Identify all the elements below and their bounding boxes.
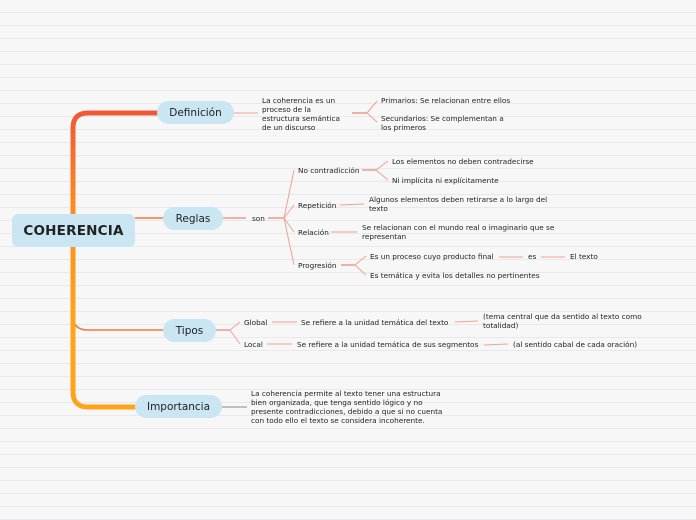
reglas-no-contradiccion[interactable]: No contradicción [298, 166, 360, 175]
local-note[interactable]: (al sentido cabal de cada oración) [513, 340, 638, 349]
branch-tipos-line [73, 316, 163, 330]
reglas-progresion[interactable]: Progresión [298, 261, 337, 270]
tipos-global[interactable]: Global [244, 318, 268, 327]
importancia-text[interactable]: La coherencia permite al texto tener una estructura bien organizada, que tenga sentido lógico y no presente contradicciones, debido a que si no cuenta con todo ello el texto se considera incoherente. [251, 389, 443, 425]
tipos-local[interactable]: Local [244, 340, 263, 349]
relacion-desc[interactable]: Se relacionan con el mundo real o imaginario que se representan [362, 223, 555, 241]
reglas-connector[interactable]: son [252, 214, 265, 223]
topic-importancia[interactable]: Importancia [135, 395, 222, 418]
topic-reglas[interactable]: Reglas [163, 207, 223, 230]
definicion-primarios[interactable]: Primarios: Se relacionan entre ellos [381, 96, 511, 105]
repeticion-desc[interactable]: Algunos elementos deben retirarse a lo largo del texto [369, 195, 548, 213]
progresion-item-2[interactable]: Es temática y evita los detalles no pertinentes [370, 271, 540, 280]
progresion-es[interactable]: es [528, 252, 537, 261]
progresion-texto[interactable]: El texto [570, 252, 598, 261]
topic-tipos[interactable]: Tipos [163, 319, 216, 342]
topic-definicion[interactable]: Definición [157, 101, 234, 124]
reglas-relacion[interactable]: Relación [298, 228, 329, 237]
central-topic[interactable]: COHERENCIA [12, 214, 135, 247]
global-desc[interactable]: Se refiere a la unidad temática del texto [301, 318, 449, 327]
global-note[interactable]: (tema central que da sentido al texto como totalidad) [483, 312, 642, 330]
reglas-repeticion[interactable]: Repetición [298, 201, 337, 210]
local-desc[interactable]: Se refiere a la unidad temática de sus segmentos [297, 340, 479, 349]
definicion-text[interactable]: La coherencia es un proceso de la estructura semántica de un discurso [262, 96, 340, 132]
no-contradiccion-item-2[interactable]: Ni implícita ni explícitamente [392, 176, 499, 185]
no-contradiccion-item-1[interactable]: Los elementos no deben contradecirse [392, 157, 534, 166]
progresion-item-1[interactable]: Es un proceso cuyo producto final [370, 252, 494, 261]
definicion-secundarios[interactable]: Secundarios: Se complementan a los primeros [381, 114, 504, 132]
